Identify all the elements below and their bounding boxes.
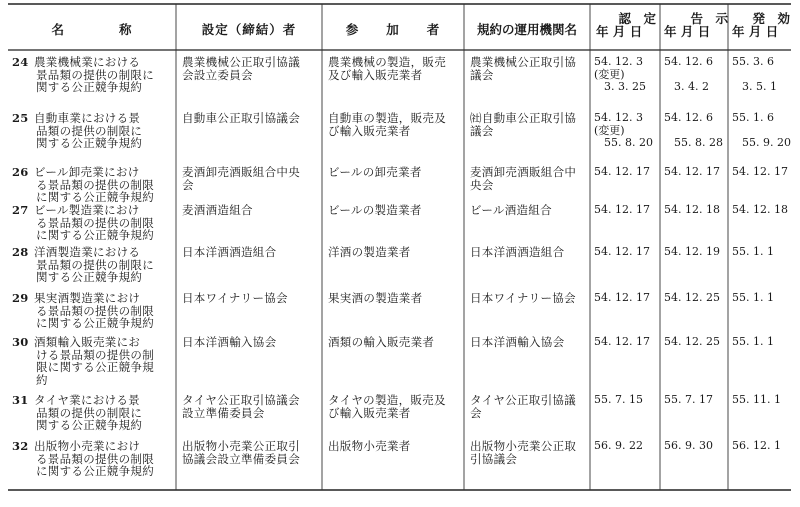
row-name-line: ビール製造業におけ [34, 203, 140, 217]
row-participant [328, 204, 462, 217]
row-name-line: 自動車業における景 [34, 111, 141, 125]
row-approved [594, 394, 656, 407]
row-operator [470, 246, 588, 259]
row-name-line: 洋酒製造業における [34, 245, 141, 259]
row-name [34, 292, 176, 330]
row-name-line: に関する公正競争規約 [36, 316, 154, 330]
row-participant [328, 292, 462, 305]
row-name-line: ける景品類の提供の制 [36, 347, 154, 362]
row-effective [732, 112, 794, 150]
row-participant [328, 246, 462, 259]
row-operator-line: 出版物小売業公正取 [470, 439, 577, 453]
row-participant-line: タイヤの製造，販売及 [328, 393, 446, 407]
row-operator [470, 204, 588, 217]
header-effective [732, 12, 790, 38]
row-effective-line: 3. 5. 1 [742, 80, 777, 93]
row-operator [470, 292, 588, 305]
row-operator-line: 央会 [470, 177, 494, 192]
row-participant [328, 166, 462, 179]
row-setter [182, 246, 320, 259]
header-approved [596, 12, 656, 38]
row-participant [328, 56, 462, 81]
row-effective-line: 56. 12. 1 [732, 439, 781, 452]
row-participant-line: 果実酒の製造業者 [328, 291, 423, 305]
row-notice-line: 55. 8. 28 [674, 136, 723, 149]
row-setter-line: 麦酒卸売酒販組合中央 [182, 165, 300, 179]
row-notice [664, 204, 726, 217]
row-approved-line: 3. 3. 25 [604, 80, 646, 93]
regulation-table [6, 2, 793, 499]
row-approved-line: 54. 12. 17 [594, 291, 650, 304]
row-setter [182, 204, 320, 217]
row-operator [470, 166, 588, 191]
row-approved-line: 55. 7. 15 [594, 393, 643, 406]
row-setter [182, 440, 320, 465]
row-effective-line: 54. 12. 17 [732, 165, 788, 178]
row-notice-line: 54. 12. 6 [664, 111, 713, 124]
row-name-line: 品類の提供の制限に [36, 405, 143, 420]
row-participant-line: び輸入販売業者 [328, 405, 411, 420]
row-name-line: 酒類輸入販売業にお [34, 335, 141, 349]
row-approved-line: (変更) [594, 123, 625, 137]
row-operator-line: 農業機械公正取引協 [470, 55, 577, 69]
row-name-line: 限に関する公正競争規 [36, 360, 154, 374]
row-effective [732, 204, 794, 217]
row-participant-line: 農業機械の製造，販売 [328, 55, 446, 69]
row-approved [594, 440, 656, 453]
row-notice-line: 54. 12. 6 [664, 55, 713, 68]
row-effective-line: 55. 3. 6 [732, 55, 774, 68]
header-name: 名 称 [51, 22, 133, 37]
row-name [34, 246, 176, 284]
row-approved-line: 54. 12. 17 [594, 245, 650, 258]
row-approved-line: 54. 12. 3 [594, 55, 643, 68]
row-name-line: 関する公正競争規約 [36, 418, 143, 432]
row-name-line: 関する公正競争規約 [36, 270, 143, 284]
row-effective [732, 440, 794, 453]
row-notice-line: 54. 12. 17 [664, 165, 720, 178]
row-name [34, 56, 176, 94]
row-participant-line: ビールの卸売業者 [328, 165, 422, 179]
row-participant-line: 出版物小売業者 [328, 439, 411, 453]
row-notice-line: 54. 12. 25 [664, 291, 720, 304]
row-setter-line: 農業機械公正取引協議 [182, 55, 300, 69]
row-setter-line: タイヤ公正取引協議会 [182, 393, 300, 407]
row-name-line: る景品類の提供の制限 [36, 177, 154, 192]
row-notice-line: 54. 12. 25 [664, 335, 720, 348]
row-number: 28 [12, 245, 29, 259]
row-operator-line: 議会 [470, 67, 494, 82]
row-name-line: 景品類の提供の制限に [36, 257, 154, 272]
header-notice [664, 12, 728, 38]
row-name-line: ビール卸売業におけ [34, 165, 140, 179]
row-participant-line: 酒類の輸入販売業者 [328, 335, 435, 349]
header-setter: 設定（締結）者 [201, 22, 297, 37]
row-name-line: 果実酒製造業におけ [34, 291, 141, 305]
row-name-line: 景品類の提供の制限に [36, 67, 154, 82]
row-effective [732, 246, 794, 259]
row-approved [594, 166, 656, 179]
row-setter [182, 292, 320, 305]
row-setter-line: 日本洋酒酒造組合 [182, 245, 277, 259]
row-notice [664, 336, 726, 349]
row-name [34, 440, 176, 478]
row-approved [594, 112, 656, 150]
row-notice [664, 394, 726, 407]
row-approved-line: 55. 8. 20 [604, 136, 653, 149]
row-operator-line: 日本洋酒輸入協会 [470, 335, 565, 349]
header-notice-top: 告 示 [690, 11, 728, 26]
row-approved [594, 336, 656, 349]
row-number: 32 [12, 439, 29, 453]
row-operator-line: タイヤ公正取引協議 [470, 393, 576, 407]
row-setter-line: 協議会設立準備委員会 [182, 451, 300, 466]
row-operator-line: 引協議会 [470, 451, 518, 466]
row-notice [664, 440, 726, 453]
row-name-line: る景品類の提供の制限 [36, 451, 154, 466]
row-notice [664, 56, 726, 94]
row-notice-line: 56. 9. 30 [664, 439, 713, 452]
row-participant [328, 440, 462, 453]
row-approved-line: 54. 12. 17 [594, 165, 650, 178]
row-setter [182, 336, 320, 349]
row-operator-line: 日本ワイナリー協会 [470, 291, 576, 305]
row-setter-line: 会 [182, 177, 194, 192]
row-operator-line: 日本洋酒酒造組合 [470, 245, 565, 259]
row-name-line: に関する公正競争規約 [36, 190, 154, 204]
row-operator [470, 56, 588, 81]
header-approved-top: 認 定 [618, 11, 656, 26]
row-number: 24 [12, 55, 29, 69]
row-participant [328, 336, 462, 349]
row-effective [732, 166, 794, 179]
row-operator-line: 会 [470, 405, 482, 420]
header-participant: 参 加 者 [345, 22, 441, 37]
row-effective [732, 336, 794, 349]
row-setter-line: 日本ワイナリー協会 [182, 291, 288, 305]
row-participant [328, 112, 462, 137]
row-approved-line: 56. 9. 22 [594, 439, 643, 452]
row-setter [182, 394, 320, 419]
row-name-line: に関する公正競争規約 [36, 464, 154, 478]
row-name [34, 336, 176, 386]
row-setter [182, 56, 320, 81]
row-number: 26 [12, 165, 29, 179]
row-participant-line: び輸入販売業者 [328, 123, 411, 138]
row-effective-line: 55. 1. 1 [732, 245, 774, 258]
row-effective-line: 55. 11. 1 [732, 393, 781, 406]
row-number: 27 [12, 203, 29, 217]
row-setter-line: 麦酒酒造組合 [182, 203, 253, 217]
row-participant [328, 394, 462, 419]
row-number: 30 [12, 335, 29, 349]
row-effective [732, 394, 794, 407]
row-approved [594, 292, 656, 305]
row-operator [470, 440, 588, 465]
row-notice [664, 166, 726, 179]
row-number: 31 [12, 393, 29, 407]
row-name-line: 関する公正競争規約 [36, 80, 143, 94]
row-name-line: 農業機械業における [34, 55, 141, 69]
row-operator-line: ビール酒造組合 [470, 203, 552, 217]
row-effective-line: 54. 12. 18 [732, 203, 788, 216]
row-name [34, 394, 176, 432]
row-notice [664, 246, 726, 259]
row-operator-line: ㈳自動車公正取引協 [470, 111, 577, 125]
header-effective-top: 発 効 [752, 11, 790, 26]
row-setter [182, 166, 320, 191]
row-name-line: 約 [36, 372, 48, 387]
row-approved-line: 54. 12. 3 [594, 111, 643, 124]
row-name [34, 112, 176, 150]
row-effective-line: 55. 9. 20 [742, 136, 791, 149]
row-approved [594, 246, 656, 259]
row-name-line: タイヤ業における景 [34, 393, 140, 407]
row-setter-line: 設立準備委員会 [182, 405, 265, 420]
row-effective-line: 55. 1. 1 [732, 335, 774, 348]
row-name-line: 関する公正競争規約 [36, 136, 143, 150]
row-operator-line: 議会 [470, 123, 494, 138]
row-participant-line: ビールの製造業者 [328, 203, 422, 217]
row-effective [732, 56, 794, 94]
row-effective [732, 292, 794, 305]
row-operator [470, 112, 588, 137]
row-participant-line: 洋酒の製造業者 [328, 245, 411, 259]
row-notice-line: 54. 12. 19 [664, 245, 720, 258]
row-notice [664, 292, 726, 305]
header-effective-bottom: 年 月 日 [732, 24, 779, 39]
row-operator [470, 336, 588, 349]
row-notice-line: 54. 12. 18 [664, 203, 720, 216]
row-setter [182, 112, 320, 125]
row-setter-line: 会設立委員会 [182, 67, 253, 82]
row-approved-line: 54. 12. 17 [594, 203, 650, 216]
row-approved [594, 56, 656, 94]
row-participant-line: 自動車の製造，販売及 [328, 111, 446, 125]
row-name-line: る景品類の提供の制限 [36, 215, 154, 230]
row-operator-line: 麦酒卸売酒販組合中 [470, 165, 577, 179]
row-effective-line: 55. 1. 1 [732, 291, 774, 304]
row-name [34, 204, 176, 242]
row-participant-line: 及び輸入販売業者 [328, 67, 423, 82]
row-name-line: る景品類の提供の制限 [36, 303, 154, 318]
row-name-line: 品類の提供の制限に [36, 123, 143, 138]
row-effective-line: 55. 1. 6 [732, 111, 774, 124]
header-notice-bottom: 年 月 日 [664, 24, 711, 39]
row-name [34, 166, 176, 204]
row-approved [594, 204, 656, 217]
row-number: 29 [12, 291, 29, 305]
row-number: 25 [12, 111, 29, 125]
header-approved-bottom: 年 月 日 [596, 24, 643, 39]
row-setter-line: 日本洋酒輸入協会 [182, 335, 277, 349]
row-setter-line: 出版物小売業公正取引 [182, 439, 300, 453]
row-operator [470, 394, 588, 419]
row-notice-line: 3. 4. 2 [674, 80, 709, 93]
row-approved-line: 54. 12. 17 [594, 335, 650, 348]
row-name-line: に関する公正競争規約 [36, 228, 154, 242]
row-notice [664, 112, 726, 150]
row-notice-line: 55. 7. 17 [664, 393, 713, 406]
header-operator: 規約の運用機関名 [476, 22, 577, 37]
row-approved-line: (変更) [594, 67, 625, 81]
row-name-line: 出版物小売業におけ [34, 439, 141, 453]
row-setter-line: 自動車公正取引協議会 [182, 111, 300, 125]
